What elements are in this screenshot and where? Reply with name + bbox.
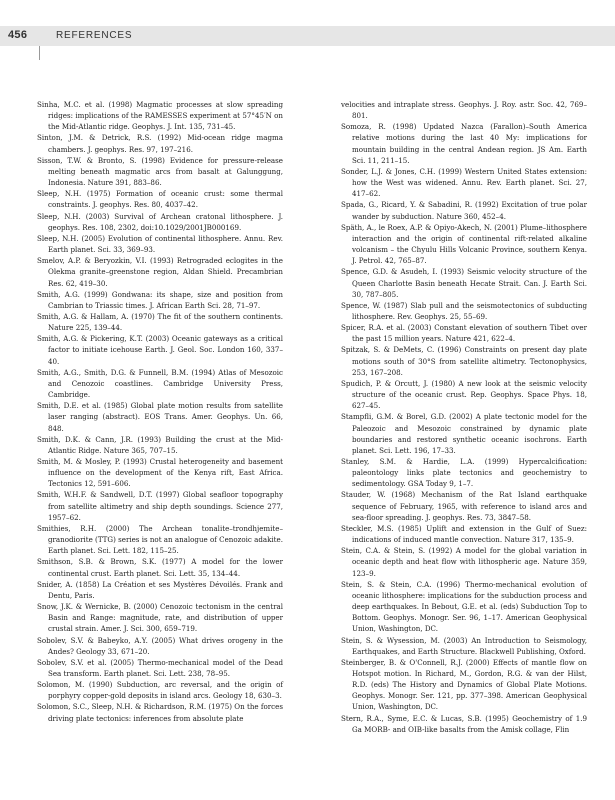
reference-entry: Smith, A.G. & Pickering, K.T. (2003) Oceanic gateways as a critical factor to initiate icehouse Earth. J. Geol. Soc. London 160, 337–40. xyxy=(37,334,283,366)
reference-entry: Smithies, R.H. (2000) The Archean tonalite–trondhjemite–granodiorite (TTG) series is not an analogue of Cenozoic adakite. Earth planet. Sci. Lett. 182, 115–25. xyxy=(37,523,283,556)
reference-entry: Sinton, J.M. & Detrick, R.S. (1992) Mid-ocean ridge magma chambers. J. geophys. Res. 97, 197–216. xyxy=(37,133,283,154)
reference-entry: Sleep, N.H. (2005) Evolution of continental lithosphere. Annu. Rev. Earth planet. Sci. 33, 369–93. xyxy=(37,233,283,255)
reference-entry: Sobolev, S.V. et al. (2005) Thermo-mechanical model of the Dead Sea transform. Earth planet. Sci. Lett. 238, 78–95. xyxy=(37,657,283,678)
reference-column-left xyxy=(37,99,283,724)
reference-entry: Smith, W.H.F. & Sandwell, D.T. (1997) Global seafloor topography from satellite altimetry and ship depth soundings. Science 277, 1957–62. xyxy=(37,490,283,522)
reference-entry: Smith, D.E. et al. (1985) Global plate motion results from satellite laser ranging (abstract). EOS Trans. Amer. Geophys. Un. 66, 848. xyxy=(37,401,283,433)
reference-entry: Snow, J.K. & Wernicke, B. (2000) Cenozoic tectonism in the central Basin and Range: magnitude, rate, and distribution of upper crustal strain. Amer. J. Sci. 300, 659–719. xyxy=(37,602,283,634)
reference-entry: Solomon, M. (1990) Subduction, arc reversal, and the origin of porphyry copper-gold deposits in island arcs. Geology 18, 630–3. xyxy=(37,680,283,701)
reference-entry: Sinha, M.C. et al. (1998) Magmatic processes at slow spreading ridges: implications of the RAMESSES experiment at 57°45′N on the Mid-Atlantic ridge. Geophys. J. Int. 135, 731–45. xyxy=(37,100,283,132)
reference-entry: Smith, D.K. & Cann, J.R. (1993) Building the crust at the Mid-Atlantic Ridge. Nature 365, 707–15. xyxy=(37,434,283,455)
running-head: REFERENCES xyxy=(56,30,133,41)
reference-entry: Späth, A., le Roex, A.P. & Opiyo-Akech, N. (2001) Plume–lithosphere interaction and the origin of continental rift-related alkaline volcanism – the Chyulu Hills Volcanic Province, southern Kenya. J. Petrol. 42, 765–87. xyxy=(341,222,587,266)
reference-entry: Spicer, R.A. et al. (2003) Constant elevation of southern Tibet over the past 15 million years. Nature 421, 622–4. xyxy=(341,323,587,344)
reference-entry: Stein, S. & Wysession, M. (2003) An Introduction to Seismology, Earthquakes, and Earth Structure. Blackwell Publishing, Oxford. xyxy=(341,635,587,656)
reference-entry: Spada, G., Ricard, Y. & Sabadini, R. (1992) Excitation of true polar wander by subduction. Nature 360, 452–4. xyxy=(341,200,587,221)
reference-entry: velocities and intraplate stress. Geophys. J. Roy. astr. Soc. 42, 769–801. xyxy=(341,100,587,121)
reference-entry: Spudich, P. & Orcutt, J. (1980) A new look at the seismic velocity structure of the oceanic crust. Rep. Geophys. Space Phys. 18, 627–45. xyxy=(341,378,587,411)
reference-entry: Spence, W. (1987) Slab pull and the seismotectonics of subducting lithosphere. Rev. Geophys. 25, 55–69. xyxy=(341,300,587,321)
reference-entry: Sleep, N.H. (1975) Formation of oceanic crust: some thermal constraints. J. geophys. Res. 80, 4037–42. xyxy=(37,189,283,210)
reference-entry: Steckler, M.S. (1985) Uplift and extension in the Gulf of Suez: indications of induced mantle convection. Nature 317, 135–9. xyxy=(341,523,587,545)
header-tick xyxy=(39,46,40,60)
reference-entry: Smith, A.G. & Hallam, A. (1970) The fit of the southern continents. Nature 225, 139–44. xyxy=(37,311,283,333)
reference-entry: Solomon, S.C., Sleep, N.H. & Richardson, R.M. (1975) On the forces driving plate tectonics: inferences from absolute plate xyxy=(37,702,283,723)
reference-entry: Stein, C.A. & Stein, S. (1992) A model for the global variation in oceanic depth and heat flow with lithospheric age. Nature 359, 123–9. xyxy=(341,546,587,578)
reference-entry: Sobolev, S.V. & Babeyko, A.Y. (2005) What drives orogeny in the Andes? Geology 33, 671–20. xyxy=(37,635,283,656)
reference-entry: Smithson, S.B. & Brown, S.K. (1977) A model for the lower continental crust. Earth planet. Sci. Lett. 35, 134–44. xyxy=(37,557,283,578)
reference-entry: Smelov, A.P. & Beryozkin, V.I. (1993) Retrograded eclogites in the Olekma granite–greenstone region, Aldan Shield. Precambrian Res. 62, 419–30. xyxy=(37,256,283,288)
page-header xyxy=(0,0,615,64)
reference-entry: Sisson, T.W. & Bronto, S. (1998) Evidence for pressure-release melting beneath magmatic arcs from basalt at Galunggung, Indonesia. Nature 391, 883–86. xyxy=(37,155,283,188)
reference-entry: Smith, A.G. (1999) Gondwana: its shape, size and position from Cambrian to Triassic times. J. African Earth Sci. 28, 71–97. xyxy=(37,289,283,310)
reference-entry: Smith, A.G., Smith, D.G. & Funnell, B.M. (1994) Atlas of Mesozoic and Cenozoic coastlines. Cambridge University Press, Cambridge. xyxy=(37,367,283,400)
reference-entry: Smith, M. & Mosley, P. (1993) Crustal heterogeneity and basement influence on the development of the Kenya rift, East Africa. Tectonics 12, 591–606. xyxy=(37,457,283,489)
reference-entry: Stern, R.A., Syme, E.C. & Lucas, S.B. (1995) Geochemistry of 1.9 Ga MORB- and OIB-like basalts from the Amisk collage, Flin xyxy=(341,713,587,734)
reference-entry: Steinberger, B. & O'Connell, R.J. (2000) Effects of mantle flow on Hotspot motion. In Richard, M., Gordon, R.G. & van der Hilst, R.D. (eds) The History and Dynamics of Global Plate Motions. Geophys. Monogr. Ser. 121, pp. 377–398. American Geophysical Union, Washington, DC. xyxy=(341,657,587,712)
reference-entry: Stanley, S.M. & Hardie, L.A. (1999) Hypercalcification: paleontology links plate tectonics and geochemistry to sedimentology. GSA Today 9, 1–7. xyxy=(341,457,587,489)
reference-entry: Sleep, N.H. (2003) Survival of Archean cratonal lithosphere. J. geophys. Res. 108, 2302, doi:10.1029/2001JB000169. xyxy=(37,211,283,232)
reference-entry: Stampfli, G.M. & Borel, G.D. (2002) A plate tectonic model for the Paleozoic and Mesozoic constrained by dynamic plate boundaries and restored synthetic oceanic isochrons. Earth planet. Sci. Lett. 196, 17–33. xyxy=(341,412,587,455)
reference-entry: Snider, A. (1858) La Création et ses Mystères Dévoilés. Frank and Dentu, Paris. xyxy=(37,579,283,600)
reference-entry: Stauder, W. (1968) Mechanism of the Rat Island earthquake sequence of February, 1965, with reference to island arcs and sea-floor spreading. J. geophys. Res. 73, 3847–58. xyxy=(341,490,587,522)
reference-entry: Sonder, L.J. & Jones, C.H. (1999) Western United States extension: how the West was widened. Annu. Rev. Earth planet. Sci. 27, 417–62. xyxy=(341,166,587,199)
reference-column-right xyxy=(341,99,587,735)
reference-entry: Spence, G.D. & Asudeh, I. (1993) Seismic velocity structure of the Queen Charlotte Basin beneath Hecate Strait. Can. J. Earth Sci. 30, 787–805. xyxy=(341,267,587,299)
reference-entry: Spitzak, S. & DeMets, C. (1996) Constraints on present day plate motions south of 30°S from satellite altimetry. Tectonophysics, 253, 167–208. xyxy=(341,345,587,377)
reference-entry: Stein, S. & Stein, C.A. (1996) Thermo-mechanical evolution of oceanic lithosphere: implications for the subduction process and deep earthquakes. In Bebout, G.E. et al. (eds) Subduction Top to Bottom. Geophys. Monogr. Ser. 96, 1–17. American Geophysical Union, Washington, DC. xyxy=(341,579,587,634)
page-number: 456 xyxy=(8,29,28,41)
reference-entry: Somoza, R. (1998) Updated Nazca (Farallon)–South America relative motions during the last 40 My: implications for mountain building in the central Andean region. JS Am. Earth Sci. 11, 211–15. xyxy=(341,122,587,165)
